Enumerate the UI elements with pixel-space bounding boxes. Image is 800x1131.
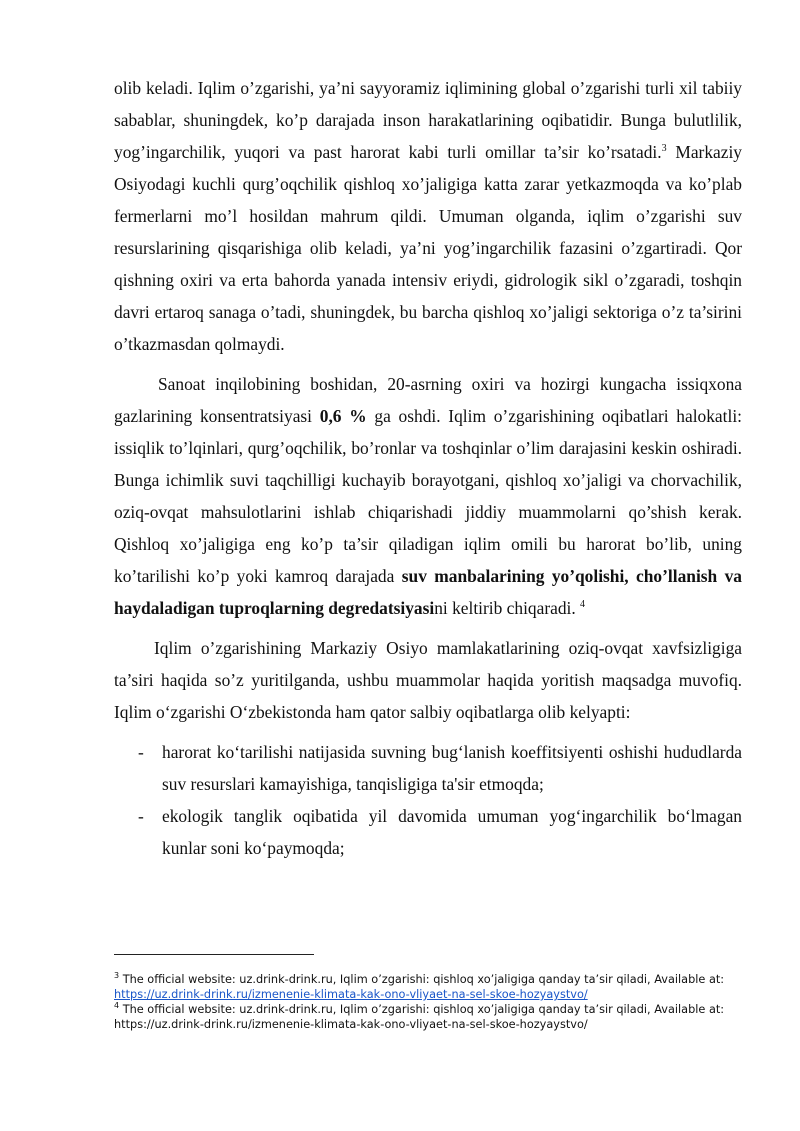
paragraph-2-bold-phrase: suv manbalarining yo’qolishi, cho’llanish va haydaladigan tuproqlarning degredatsiyasi [114,566,742,618]
paragraph-1-text: olib keladi. Iqlim o’zgarishi, ya’ni sayyoramiz iqlimining global o’zgarishi turli xil tabiiy sabablar, shuningdek, ko’p darajada inson harakatlarining oqibatidir. Bunga bulutlilik, yog’ingarchilik, yuqori va past harorat kabi turli omillar ta’sir ko’rsatadi. [114,78,742,162]
footnote-number: 3 [114,971,120,981]
paragraph-2-text-before: Sanoat inqilobining boshidan, 20-asrning oxiri va hozirgi kungacha issiqxona gazlarining konsentratsiyasi [114,374,742,426]
footnote-4 [114,1002,742,1032]
paragraph-2-bold-value: 0,6 % [319,406,367,426]
footnote-url: https://uz.drink-drink.ru/izmenenie-klimata-kak-ono-vliyaet-na-sel-skoe-hozyaystvo/ [114,1018,588,1031]
footnote-number: 4 [114,1001,120,1011]
footnote-separator [114,954,314,955]
bullet-list [114,736,742,864]
bullet-dash: - [138,742,144,762]
list-item-text: ekologik tanglik oqibatida yil davomida umuman yog‘ingarchilik bo‘lmagan kunlar soni ko‘paymoqda; [162,806,742,858]
footnote-ref-3[interactable]: 3 [661,143,667,155]
list-item [114,736,742,800]
paragraph-2 [114,368,742,624]
paragraph-1 [114,72,742,360]
footnote-text: The official website: uz.drink-drink.ru, Iqlim o’zgarishi: qishloq xo’jaligiga qanday ta’sir qiladi, Available at: [122,1003,725,1016]
paragraph-2-text-end: ni keltirib chiqaradi. [434,598,581,618]
list-item [114,800,742,864]
body-text [114,72,742,864]
paragraph-3-text: Iqlim o’zgarishining Markaziy Osiyo mamlakatlarining oziq-ovqat xavfsizligiga ta’siri haqida so’z yuritilganda, ushbu muammolar haqida yoritish maqsadga muvofiq. Iqlim o‘zgarishi O‘zbekistonda ham qator salbiy oqibatlarga olib kelyapti: [114,638,742,722]
bullet-dash: - [138,806,144,826]
paragraph-2-text-mid: ga oshdi. Iqlim o’zgarishining oqibatlari halokatli: issiqlik to’lqinlari, qurg’oqchilik, bo’ronlar va toshqinlar o’lim darajasini keskin oshiradi. Bunga ichimlik suvi taqchilligi kuchayib borayotgani, qishloq xo’jaligi va chorvachilik, oziq-ovqat mahsulotlarini ishlab chiqarishadi jiddiy muammolarni qo’shish kerak. Qishloq xo’jaligiga eng ko’p ta’sir qiladigan iqlim omili bu harorat bo’lib, uning ko’tarilishi ko’p yoki kamroq darajada [114,406,742,586]
footnotes [114,972,742,1032]
footnote-text: The official website: uz.drink-drink.ru, Iqlim o’zgarishi: qishloq xo’jaligiga qanday ta’sir qiladi, Available at: [122,973,725,986]
footnote-ref-4[interactable]: 4 [580,599,586,611]
footnote-link[interactable]: https://uz.drink-drink.ru/izmenenie-klimata-kak-ono-vliyaet-na-sel-skoe-hozyaystvo/ [114,988,588,1001]
paragraph-1-continuation: Markaziy Osiyodagi kuchli qurg’oqchilik qishloq xo’jaligiga katta zarar yetkazmoqda va ko’plab fermerlarni mo’l hosildan mahrum qildi. Umuman olganda, iqlim o’zgarishi suv resurslarining qisqarishiga olib keladi, ya’ni yog’ingarchilik fazasini o’zgartiradi. Qor qishning oxiri va erta bahorda yanada intensiv eriydi, gidrologik sikl o’zgaradi, toshqin davri ertaroq sanaga o’tadi, shuningdek, bu barcha qishloq xo’jaligi sektoriga o’z ta’sirini o’tkazmasdan qolmaydi. [114,142,743,354]
list-item-text: harorat ko‘tarilishi natijasida suvning bug‘lanish koeffitsiyenti oshishi hududlarda suv resurslari kamayishiga, tanqisligiga ta'sir etmoqda; [162,742,742,794]
footnote-3 [114,972,742,1002]
paragraph-3 [114,632,742,728]
